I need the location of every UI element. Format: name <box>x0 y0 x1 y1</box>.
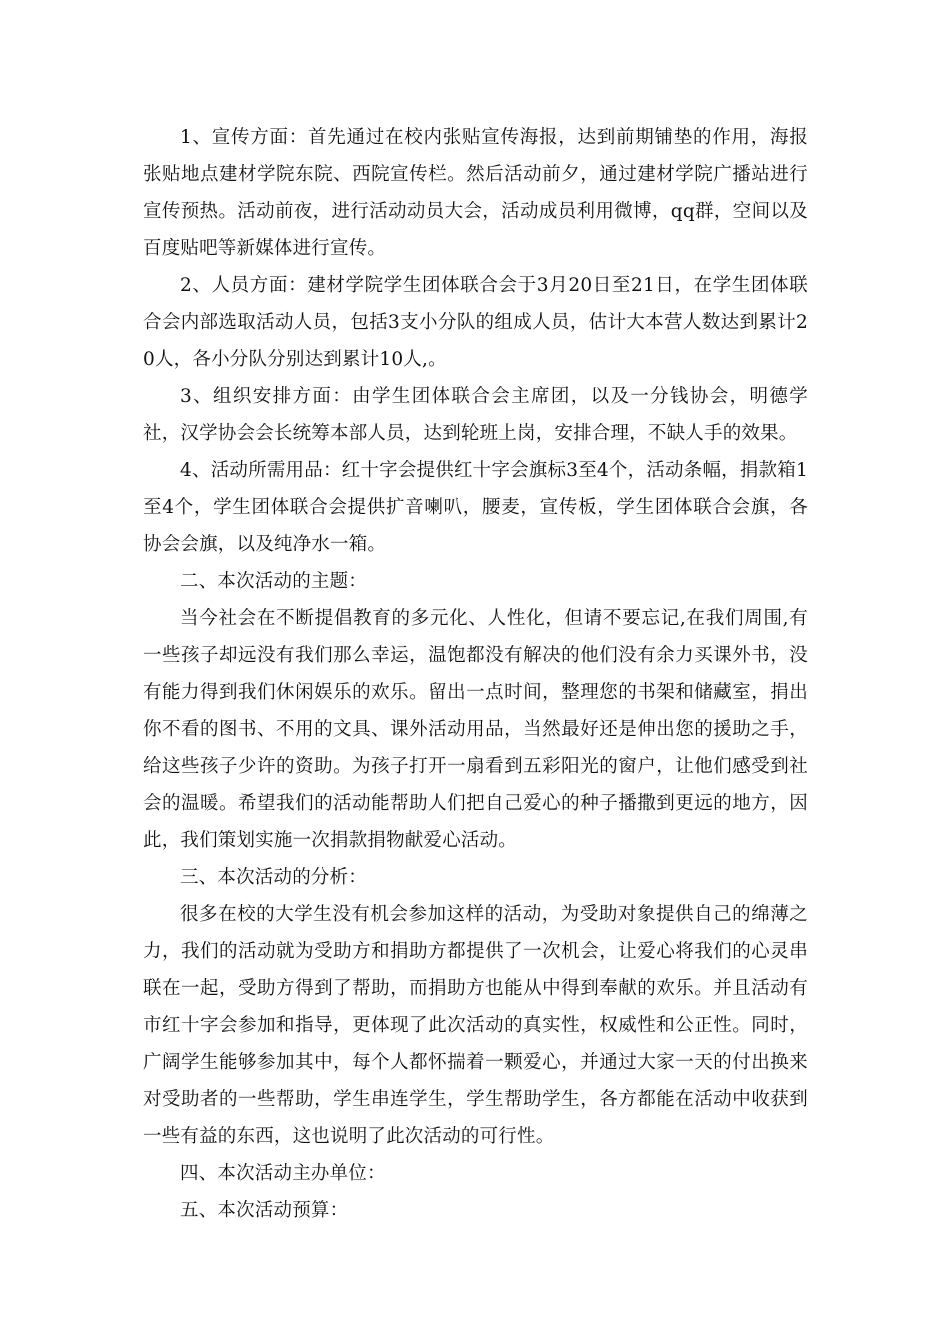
document-body <box>143 119 808 1229</box>
paragraph-supplies: 4、活动所需用品：红十字会提供红十字会旗标3至4个，活动条幅，捐款箱1至4个，学生团体联合会提供扩音喇叭，腰麦，宣传板，学生团体联合会旗，各协会会旗，以及纯净水一箱。 <box>143 460 808 555</box>
section-heading-theme: 二、本次活动的主题： <box>180 571 368 592</box>
paragraph-theme: 当今社会在不断提倡教育的多元化、人性化，但请不要忘记,在我们周围,有一些孩子却远没有我们那么幸运，温饱都没有解决的他们没有余力买课外书，没有能力得到我们休闲娱乐的欢乐。留出一点时间，整理您的书架和储藏室，捐出你不看的图书、不用的文具、课外活动用品，当然最好还是伸出您的援助之手，给这些孩子少许的资助。为孩子打开一扇看到五彩阳光的窗户，让他们感受到社会的温暖。希望我们的活动能帮助人们把自己爱心的种子播撒到更远的地方，因此，我们策划实施一次捐款捐物献爱心活动。 <box>143 608 808 851</box>
paragraph-personnel: 2、人员方面：建材学院学生团体联合会于3月20日至21日，在学生团体联合会内部选取活动人员，包括3支小分队的组成人员，估计大本营人数达到累计20人，各小分队分别达到累计10人,。 <box>143 275 808 370</box>
paragraph-organization: 3、组织安排方面：由学生团体联合会主席团，以及一分钱协会，明德学社，汉学协会会长统筹本部人员，达到轮班上岗，安排合理，不缺人手的效果。 <box>143 386 808 444</box>
section-heading-budget: 五、本次活动预算： <box>180 1200 349 1221</box>
paragraph-analysis: 很多在校的大学生没有机会参加这样的活动，为受助对象提供自己的绵薄之力，我们的活动就为受助方和捐助方都提供了一次机会，让爱心将我们的心灵串联在一起，受助方得到了帮助，而捐助方也能从中得到奉献的欢乐。并且活动有市红十字会参加和指导，更体现了此次活动的真实性，权威性和公正性。同时，广阔学生能够参加其中，每个人都怀揣着一颗爱心，并通过大家一天的付出换来对受助者的一些帮助，学生串连学生，学生帮助学生，各方都能在活动中收获到一些有益的东西，这也说明了此次活动的可行性。 <box>143 904 808 1147</box>
section-heading-analysis: 三、本次活动的分析： <box>180 867 368 888</box>
paragraph-publicity: 1、宣传方面：首先通过在校内张贴宣传海报，达到前期铺垫的作用，海报张贴地点建材学院东院、西院宣传栏。然后活动前夕，通过建材学院广播站进行宣传预热。活动前夜，进行活动动员大会，活动成员利用微博，qq群，空间以及百度贴吧等新媒体进行宣传。 <box>143 127 808 259</box>
section-heading-organizer: 四、本次活动主办单位： <box>180 1163 386 1184</box>
